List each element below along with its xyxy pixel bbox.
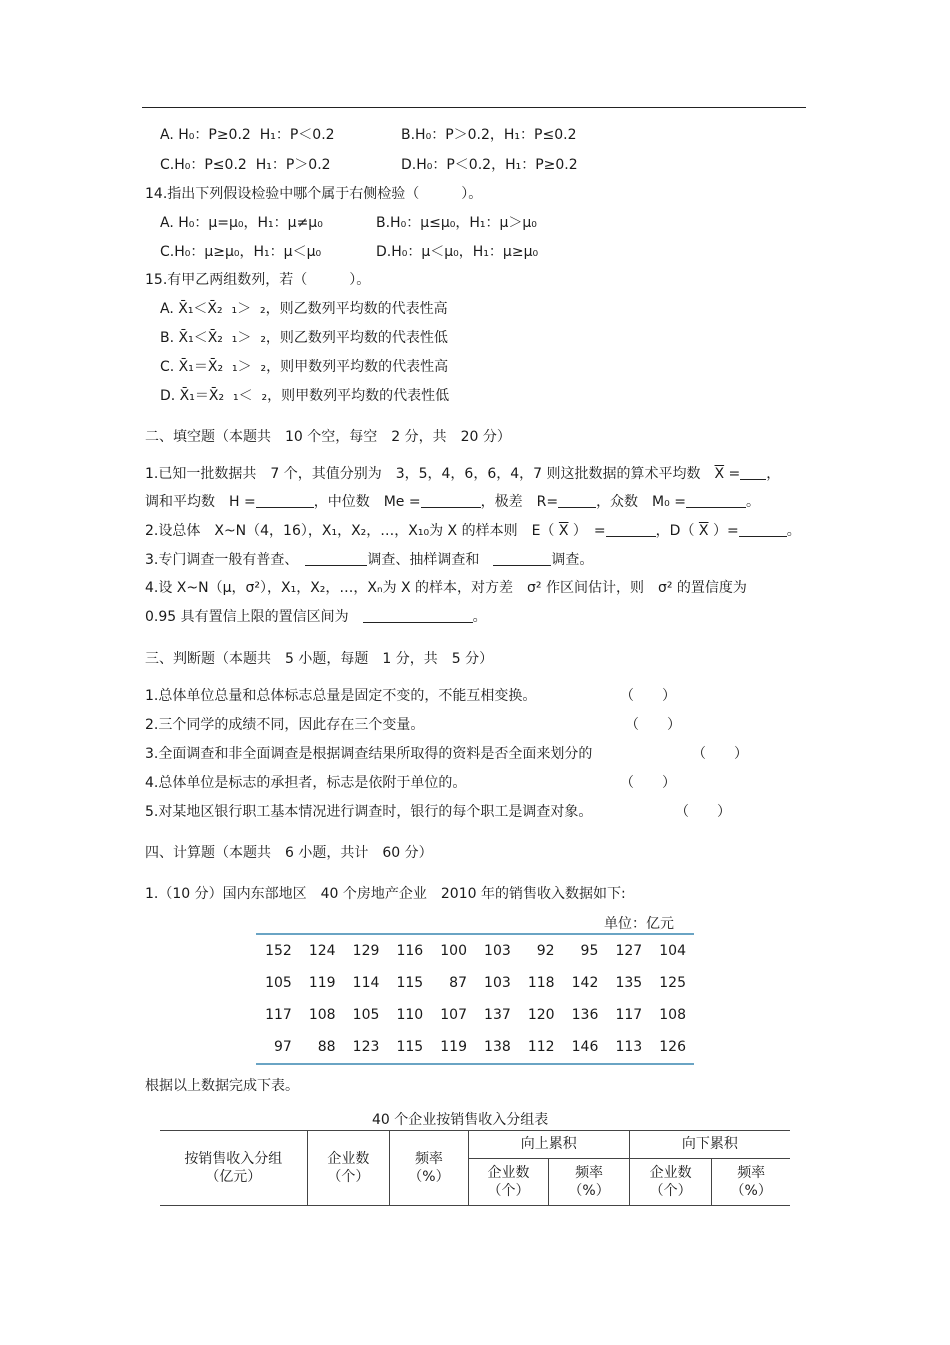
table-cell: 126 [659,1039,686,1055]
table-cell: 138 [484,1039,511,1055]
table-cell: 107 [440,1007,467,1023]
calc-q1-stem: 1.（10 分）国内东部地区 40 个房地产企业 2010 年的销售收入数据如下: [145,886,626,902]
table-row [256,967,694,999]
table-cell: 100 [440,943,467,959]
header-cumulative-down: 向下累积 [629,1130,790,1159]
table-cell: 152 [265,943,292,959]
q13-option-a: A. H₀：P≥0.2 H₁：P＜0.2 [160,127,335,143]
q13-option-c: C.H₀：P≤0.2 H₁：P＞0.2 [160,157,331,173]
calc-q1-instruction: 根据以上数据完成下表。 [145,1078,299,1094]
table-cell: 88 [317,1039,336,1055]
judge-paren-2: （ ） [625,717,681,733]
table-cell: 108 [308,1007,336,1023]
q14-option-b: B.H₀：μ≤μ₀，H₁：μ＞μ₀ [376,215,537,231]
judge-paren-5: （ ） [675,804,731,820]
table-row [256,934,694,967]
judge-item-3: 3.全面调查和非全面调查是根据调查结果所取得的资料是否全面来划分的 [145,746,593,762]
table-cell: 120 [527,1007,555,1023]
table-cell: 105 [352,1007,380,1023]
fill-q3: 3.专门调查一般有普查、 调查、抽样调查和 调查。 [145,552,594,568]
judge-paren-4: （ ） [620,775,676,791]
table-row [256,999,694,1031]
fill-q1-line1: 1.已知一批数据共 7 个，其值分别为 3，5，4，6，6，4，7 则这批数据的算术平均数 $\overline{X}$ = ， [145,466,781,482]
table-cell: 117 [265,1007,292,1023]
q14-option-c: C.H₀：μ≥μ₀，H₁：μ＜μ₀ [160,244,322,260]
section-3-title: 三、判断题（本题共 5 小题，每题 1 分，共 5 分） [145,651,494,667]
table-cell: 146 [571,1039,599,1055]
table-cell: 125 [659,975,686,991]
group-table-bottom-rule [160,1205,790,1206]
fill-q4-line1: 4.设 X~N（μ，σ²），X₁，X₂，…，Xₙ为 X 的样本，对方差 σ² 作区间估计，则 σ² 的置信度为 [145,580,747,596]
table-cell: 124 [308,943,336,959]
table-cell: 87 [449,975,467,991]
section-4-title: 四、计算题（本题共 6 小题，共计 60 分） [145,845,433,861]
table-cell: 136 [571,1007,599,1023]
q13-option-b: B.H₀：P＞0.2，H₁：P≤0.2 [401,127,577,143]
q15-option-b: B. X̄₁＜X̄₂ ₁＞ ₂，则乙数列平均数的代表性低 [160,330,448,346]
sales-data-table [256,933,694,1065]
q13-option-d: D.H₀：P＜0.2，H₁：P≥0.2 [401,157,578,173]
table-cell: 142 [571,975,599,991]
table-cell: 92 [536,943,555,959]
judge-paren-1: （ ） [620,688,676,704]
table-cell: 115 [396,1039,424,1055]
header-up-freq: 频率 （%） [549,1159,630,1206]
judge-item-5: 5.对某地区银行职工基本情况进行调查时，银行的每个职工是调查对象。 [145,804,593,820]
fill-q2: 2.设总体 X~N（4，16），X₁，X₂，…，X₁₀为 X 的样本则 E（ $\overline{X}$ ） = ，D（ $\overline{X}$ ）= 。 [145,523,801,539]
header-group: 按销售收入分组 （亿元） [160,1130,307,1205]
header-up-count: 企业数 （个） [468,1159,549,1206]
q14-option-d: D.H₀：μ＜μ₀，H₁：μ≥μ₀ [376,244,539,260]
q14-option-a: A. H₀：μ=μ₀，H₁：μ≠μ₀ [160,215,323,231]
table-cell: 104 [659,943,686,959]
header-count: 企业数 （个） [307,1130,390,1205]
table-cell: 119 [308,975,336,991]
q15-option-d: D. X̄₁＝X̄₂ ₁＜ ₂，则甲数列平均数的代表性低 [160,388,450,404]
judge-item-1: 1.总体单位总量和总体标志总量是固定不变的，不能互相变换。 [145,688,537,704]
group-table [160,1130,790,1205]
table-cell: 112 [527,1039,555,1055]
section-2-title: 二、填空题（本题共 10 个空，每空 2 分，共 20 分） [145,429,511,445]
header-down-freq: 频率 （%） [730,1165,772,1199]
table-cell: 118 [527,975,555,991]
table-cell: 103 [484,943,511,959]
judge-item-2: 2.三个同学的成绩不同，因此存在三个变量。 [145,717,425,733]
header-cumulative-up: 向上累积 [468,1130,629,1159]
fill-q1-line2: 调和平均数 H = ，中位数 Me = ，极差 R= ，众数 M₀ = 。 [145,494,760,510]
header-down-count: 企业数 （个） [629,1159,712,1206]
q14-stem: 14.指出下列假设检验中哪个属于右侧检验（ ）。 [145,186,483,202]
q15-option-a: A. X̄₁＜X̄₂ ₁＞ ₂，则乙数列平均数的代表性高 [160,301,448,317]
table-cell: 119 [440,1039,467,1055]
table-cell: 110 [396,1007,424,1023]
header-rule [142,107,806,108]
unit-label: 单位：亿元 [604,916,674,932]
table-cell: 135 [615,975,643,991]
table-cell: 137 [484,1007,511,1023]
fill-q4-line2: 0.95 具有置信上限的置信区间为 。 [145,609,487,625]
table-cell: 108 [659,1007,686,1023]
table-row [256,1031,694,1064]
table-cell: 123 [352,1039,380,1055]
table-cell: 117 [615,1007,643,1023]
table-cell: 129 [352,943,380,959]
header-freq: 频率 （%） [390,1130,469,1205]
table-cell: 113 [615,1039,643,1055]
table-cell: 127 [615,943,643,959]
q15-stem: 15.有甲乙两组数列，若（ ）。 [145,272,371,288]
table-cell: 115 [396,975,424,991]
q15-option-c: C. X̄₁＝X̄₂ ₁＞ ₂，则甲数列平均数的代表性高 [160,359,449,375]
table-cell: 114 [352,975,380,991]
table-cell: 103 [484,975,511,991]
table-cell: 105 [265,975,292,991]
group-table-caption: 40 个企业按销售收入分组表 [372,1112,549,1128]
table-cell: 116 [396,943,424,959]
table-cell: 97 [273,1039,292,1055]
table-cell: 95 [580,943,599,959]
judge-item-4: 4.总体单位是标志的承担者，标志是依附于单位的。 [145,775,467,791]
judge-paren-3: （ ） [692,746,748,762]
